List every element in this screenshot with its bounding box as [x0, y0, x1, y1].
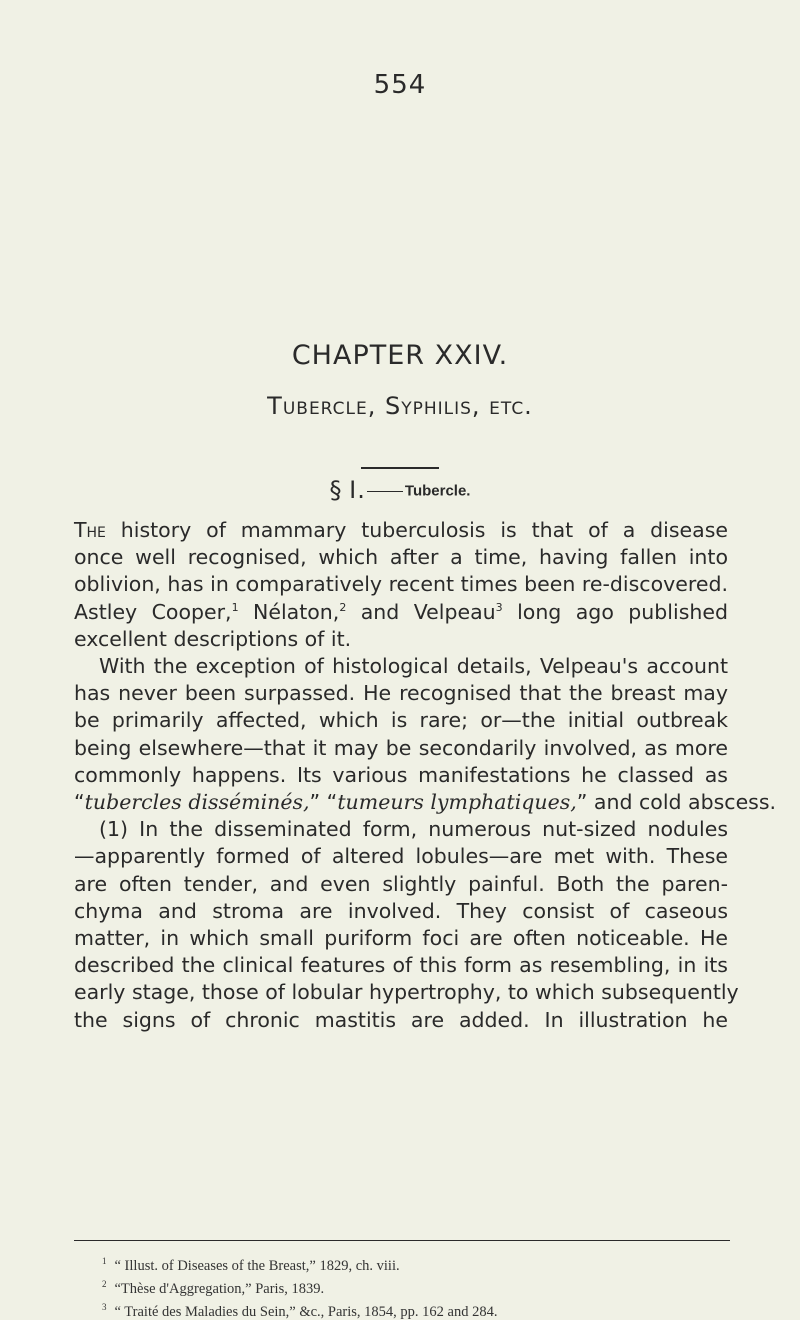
chapter-divider-rule [361, 467, 439, 469]
body-line [74, 517, 728, 544]
body-line: described the clinical features of this form as resembling, in its [74, 953, 728, 978]
footnote-item [102, 1252, 732, 1275]
body-line: oblivion, has in comparatively recent times been re-discovered. [74, 572, 728, 597]
italic-term: tubercles disséminés, [84, 790, 310, 815]
body-line-text: and cold abscess. [587, 790, 777, 815]
footnote-item [102, 1298, 732, 1320]
footnote-mark: 3 [102, 1301, 107, 1312]
body-line: has never been surpassed. He recognised that the breast may [74, 681, 728, 706]
drop-word: The [74, 518, 106, 542]
section-dash [367, 491, 403, 492]
section-mark: § [329, 476, 342, 504]
italic-term: tumeurs lymphatiques, [337, 790, 577, 815]
footnote-rule [74, 1240, 730, 1241]
footnote-mark: 2 [102, 1278, 107, 1289]
body-line: chyma and stroma are involved. They consist of caseous [74, 898, 728, 923]
body-line: commonly happens. Its various manifestations he classed as [74, 762, 728, 787]
footnote-text: “ Traité des Maladies du Sein,” &c., Paris, 1854, pp. 162 and 284. [114, 1303, 498, 1320]
body-line-text: Astley Cooper, [74, 599, 232, 624]
body-line [74, 789, 777, 816]
quote-mark: ” [576, 790, 588, 815]
section-number: I. [349, 476, 366, 504]
footnote-ref[interactable]: 2 [339, 600, 347, 614]
body-line [74, 599, 728, 626]
body-line-text: Nélaton, [238, 599, 340, 624]
body-line: With the exception of histological details, Velpeau's account [99, 654, 728, 679]
footnote-mark: 1 [102, 1256, 107, 1266]
footnotes [102, 1252, 732, 1320]
chapter-heading: CHAPTER XXIV. [291, 340, 509, 371]
footnote-item [102, 1275, 732, 1298]
page-number: 554 [373, 70, 427, 100]
footnote-ref[interactable]: 3 [495, 600, 503, 614]
body-line: once well recognised, which after a time, having fallen into [74, 545, 728, 570]
body-line: —apparently formed of altered lobules—are met with. These [74, 844, 728, 869]
body-line: excellent descriptions of it. [74, 626, 352, 651]
body-line: the signs of chronic mastitis are added. In illustration he [74, 1007, 728, 1032]
body-line: be primarily affected, which is rare; or—the initial outbreak [74, 708, 728, 733]
quote-mark: “ [74, 790, 85, 815]
body-line-text: long ago published [502, 599, 728, 624]
body-line-text: history of mammary tuberculosis is that of a disease [105, 518, 728, 542]
body-line: being elsewhere—that it may be secondarily involved, as more [74, 735, 728, 760]
body-line: early stage, those of lobular hypertrophy, to which subsequently [74, 980, 739, 1005]
body-line-text: and Velpeau [346, 599, 496, 624]
quote-mark: ” “ [309, 790, 338, 815]
footnote-text: “Thèse d'Aggregation,” Paris, 1839. [114, 1280, 325, 1297]
body-line: are often tender, and even slightly painful. Both the paren- [74, 871, 728, 896]
chapter-subtitle: Tubercle, Syphilis, etc. [267, 392, 533, 420]
section-heading [0, 476, 800, 504]
footnote-text: “ Illust. of Diseases of the Breast,” 1829, ch. viii. [114, 1257, 400, 1274]
footnote-ref[interactable]: 1 [231, 600, 239, 614]
section-title: Tubercle. [404, 482, 471, 500]
body-line: (1) In the disseminated form, numerous nut-sized nodules [99, 817, 728, 842]
body-line: matter, in which small puriform foci are often noticeable. He [74, 926, 728, 951]
body-text [0, 517, 800, 1034]
